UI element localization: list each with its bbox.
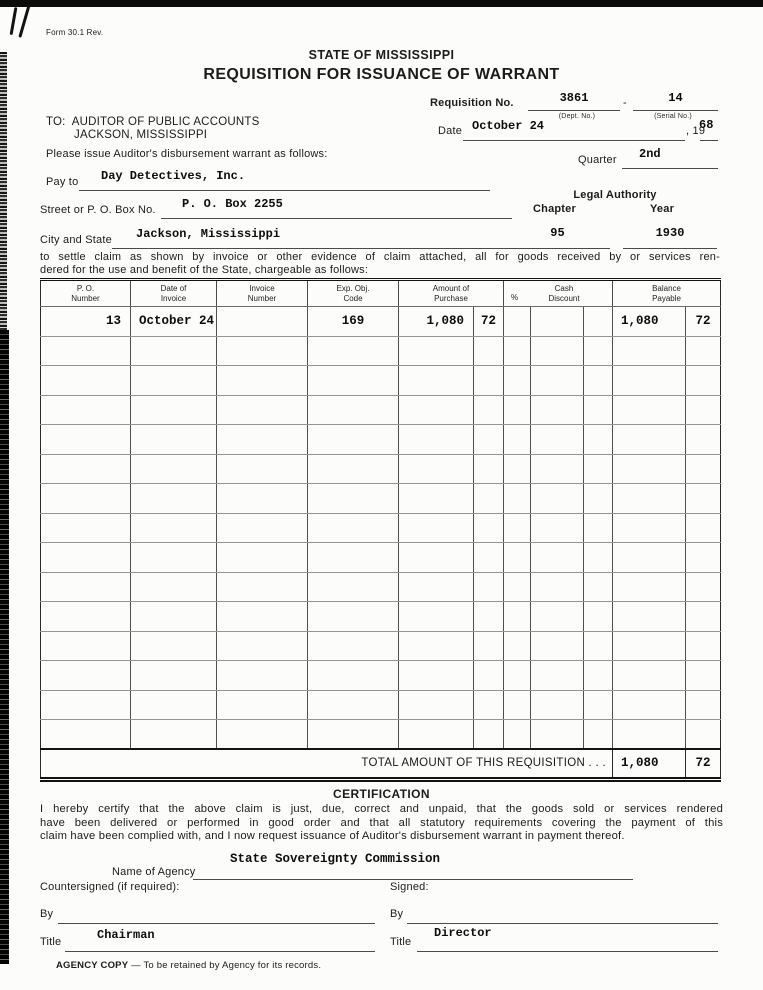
table-row-empty [41, 513, 721, 543]
table-row-empty [41, 484, 721, 514]
requisition-table [40, 278, 721, 782]
title-left-line [65, 951, 375, 952]
serial-no-value: 14 [668, 91, 683, 105]
title-right-value: Director [434, 926, 492, 940]
table-row-empty [41, 661, 721, 691]
agency-name-line [193, 879, 633, 880]
form-number: Form 30.1 Rev. [46, 28, 104, 37]
certification-line1: I hereby certify that the above claim is just, due, correct and unpaid, that the goods sold or services rendered [40, 803, 723, 815]
date-label: Date [438, 125, 463, 137]
title-left-label: Title [40, 936, 62, 948]
dept-no-value: 3861 [559, 91, 589, 105]
chapter-line [505, 248, 610, 249]
table-row-empty [41, 336, 721, 366]
year-prefix: , 19 [686, 125, 706, 137]
table-header [41, 280, 721, 307]
scan-left-edge-artifact-upper [0, 52, 7, 332]
agency-name-value: State Sovereignty Commission [230, 852, 441, 866]
handwritten-stroke [10, 7, 17, 35]
cell-balance-cents: 72 [686, 307, 721, 337]
table-row-empty [41, 425, 721, 455]
name-of-agency-label: Name of Agency [112, 866, 196, 878]
cell-invoice-date: October 24 [131, 307, 217, 337]
cell-exp-obj-code: 169 [308, 307, 399, 337]
state-title: STATE OF MISSISSIPPI [308, 48, 455, 62]
col-header-balance: Balance Payable [613, 280, 721, 307]
serial-no-caption: (Serial No.) [654, 113, 692, 120]
cell-po-number: 13 [41, 307, 131, 337]
by-left-line [58, 923, 375, 924]
by-right-line [407, 923, 718, 924]
col-header-amount: Amount of Purchase [399, 280, 504, 307]
agency-copy-label: AGENCY COPY [56, 960, 129, 971]
cell-amount: 1,080 [399, 307, 474, 337]
by-left-label: By [40, 908, 54, 920]
certification-line2: have been delivered or performed in good order and that all statutory requirements covering the payment of this [40, 816, 723, 829]
quarter-line [622, 168, 718, 169]
legal-authority-title: Legal Authority [573, 189, 657, 201]
quarter-value: 2nd [639, 147, 661, 161]
chapter-label: Chapter [533, 203, 576, 215]
certification-title: CERTIFICATION [333, 787, 430, 801]
col-header-pct-cash-discount: % Cash Discount [504, 280, 613, 307]
signed-label: Signed: [390, 881, 429, 893]
cell-discount-cents [584, 307, 613, 337]
dept-no-caption: (Dept. No.) [558, 113, 596, 120]
city-state-line [112, 248, 512, 249]
cell-pct [504, 307, 531, 337]
table-row-empty [41, 572, 721, 602]
percent-sign: % [511, 293, 519, 302]
street-line [161, 218, 512, 219]
table-row-empty [41, 366, 721, 396]
pay-to-label: Pay to [46, 176, 79, 188]
please-issue-line: Please issue Auditor's disbursement warrant as follows: [46, 148, 328, 160]
title-right-label: Title [390, 936, 412, 948]
title-right-line [417, 951, 718, 952]
chapter-value: 95 [550, 226, 565, 240]
total-label: TOTAL AMOUNT OF THIS REQUISITION . . . [41, 749, 613, 779]
total-amount: 1,080 [613, 749, 686, 779]
col-header-po-number: P. O. Number [41, 280, 131, 307]
by-right-label: By [390, 908, 404, 920]
quarter-label: Quarter [578, 154, 617, 166]
countersigned-label: Countersigned (if required): [40, 881, 180, 893]
pay-to-value: Day Detectives, Inc. [101, 169, 246, 183]
cell-discount [531, 307, 584, 337]
requisition-no-label: Requisition No. [430, 97, 514, 109]
year-column-label: Year [650, 203, 675, 215]
legal-year-value: 1930 [655, 226, 685, 240]
year-value: 68 [699, 118, 714, 132]
street-label: Street or P. O. Box No. [40, 204, 156, 216]
col-header-exp-obj-code: Exp. Obj. Code [308, 280, 399, 307]
legal-year-line [623, 248, 717, 249]
table-row-empty [41, 720, 721, 750]
table-row-empty [41, 395, 721, 425]
settle-clause-line2: dered for the use and benefit of the State, chargeable as follows: [40, 263, 369, 276]
table-row-filled [41, 307, 721, 337]
street-value: P. O. Box 2255 [182, 197, 283, 211]
agency-copy-note [56, 960, 321, 971]
scan-left-edge-artifact-lower [0, 330, 9, 964]
dept-no-line [528, 110, 620, 111]
city-state-label: City and State [40, 234, 112, 246]
addressee-line1: TO: AUDITOR OF PUBLIC ACCOUNTS [46, 116, 260, 128]
certification-line3: claim have been complied with, and I now request issuance of Auditor's disbursement warrant in payment thereof. [40, 830, 625, 842]
pay-to-line [79, 190, 490, 191]
agency-copy-text: — To be retained by Agency for its records. [131, 960, 322, 971]
col-header-invoice-number: Invoice Number [217, 280, 308, 307]
requisition-table-body [41, 307, 721, 780]
title-left-value: Chairman [97, 928, 155, 942]
requisition-no-separator: - [623, 97, 627, 109]
table-row-empty [41, 690, 721, 720]
handwritten-stroke [18, 4, 30, 37]
table-row-empty [41, 602, 721, 632]
page-title: REQUISITION FOR ISSUANCE OF WARRANT [203, 66, 560, 83]
date-line [463, 140, 685, 141]
settle-clause-line1: to settle claim as shown by invoice or other evidence of claim attached, all for goods received by or services ren- [40, 251, 720, 263]
table-row-empty [41, 543, 721, 573]
serial-no-line [633, 110, 718, 111]
cell-balance: 1,080 [613, 307, 686, 337]
table-row-empty [41, 631, 721, 661]
cell-invoice-number [217, 307, 308, 337]
table-row-empty [41, 454, 721, 484]
date-value: October 24 [472, 119, 545, 133]
addressee-line2: JACKSON, MISSISSIPPI [74, 129, 208, 141]
table-total-row [41, 749, 721, 779]
col-header-invoice-date: Date of Invoice [131, 280, 217, 307]
year-line [700, 140, 718, 141]
city-state-value: Jackson, Mississippi [136, 227, 281, 241]
total-amount-cents: 72 [686, 749, 721, 779]
cell-amount-cents: 72 [474, 307, 504, 337]
scan-top-bar-artifact [0, 0, 763, 7]
